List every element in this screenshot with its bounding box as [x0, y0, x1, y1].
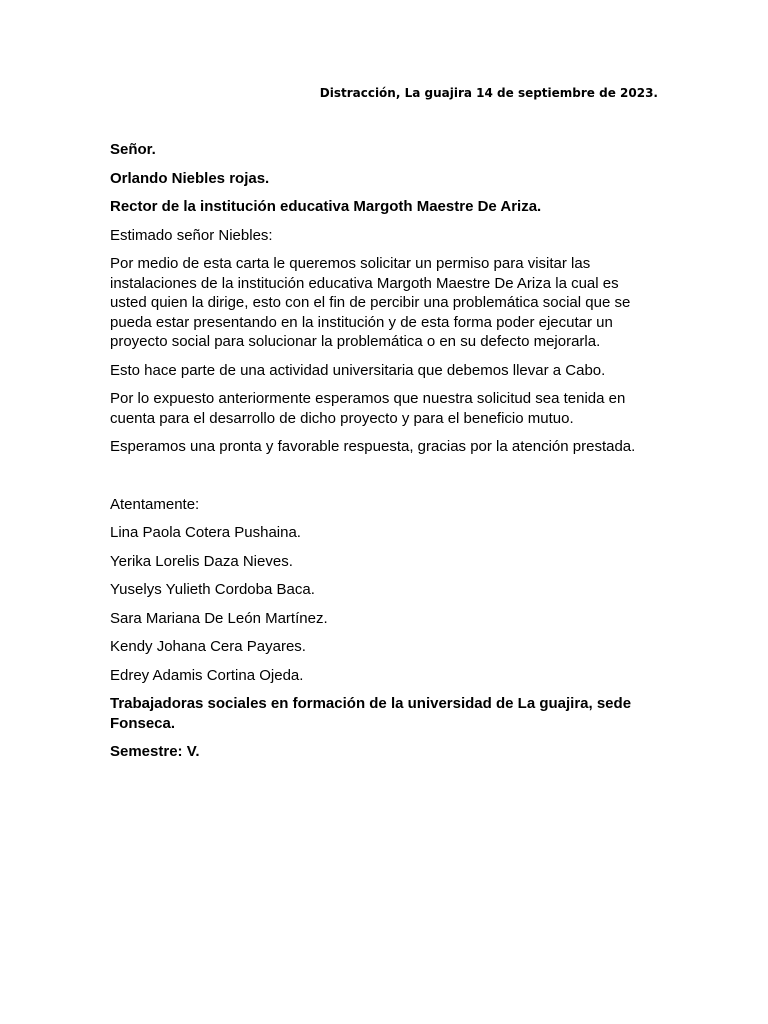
signatory-name: Yerika Lorelis Daza Nieves. — [110, 552, 293, 570]
paragraph-activity: Esto hace parte de una actividad universitaria que debemos llevar a Cabo. — [110, 361, 606, 379]
signatory-name: Kendy Johana Cera Payares. — [110, 638, 306, 655]
closing: Atentamente: — [110, 495, 200, 513]
paragraph-request: Por medio de esta carta le queremos solicitar un permiso para visitar las instalaciones de la institución educativa Margoth Maestre De Ariza la cual es usted quien la dirige, esto con el fin de percibir una problemática social que se pueda estar presentando en la institución y de esta forma poder ejecutar un proyecto social para solucionar la problemática o en su defecto mejorarla. — [110, 255, 631, 350]
affiliation: Trabajadoras sociales en formación de la universidad de La guajira, sede Fonseca. — [110, 695, 632, 732]
recipient-salutation-title: Señor. — [110, 141, 156, 158]
recipient-name: Orlando Niebles rojas. — [110, 169, 270, 187]
paragraph-consideration: Por lo expuesto anteriormente esperamos que nuestra solicitud sea tenida en cuenta para el desarrollo de dicho proyecto y para el beneficio mutuo. — [110, 390, 626, 427]
signatory-name: Lina Paola Cotera Pushaina. — [110, 524, 301, 541]
letter-date: Distracción, La guajira 14 de septiembre de 2023. — [319, 86, 658, 100]
signatory-name: Yuselys Yulieth Cordoba Baca. — [110, 581, 315, 598]
semester: Semestre: V. — [110, 743, 200, 760]
recipient-position: Rector de la institución educativa Margoth Maestre De Ariza. — [110, 198, 542, 215]
letter-body — [110, 140, 655, 771]
signatory-name: Edrey Adamis Cortina Ojeda. — [110, 666, 304, 684]
signatory-name: Sara Mariana De León Martínez. — [110, 609, 328, 627]
paragraph-thanks: Esperamos una pronta y favorable respuesta, gracias por la atención prestada. — [110, 438, 636, 455]
greeting: Estimado señor Niebles: — [110, 226, 273, 244]
